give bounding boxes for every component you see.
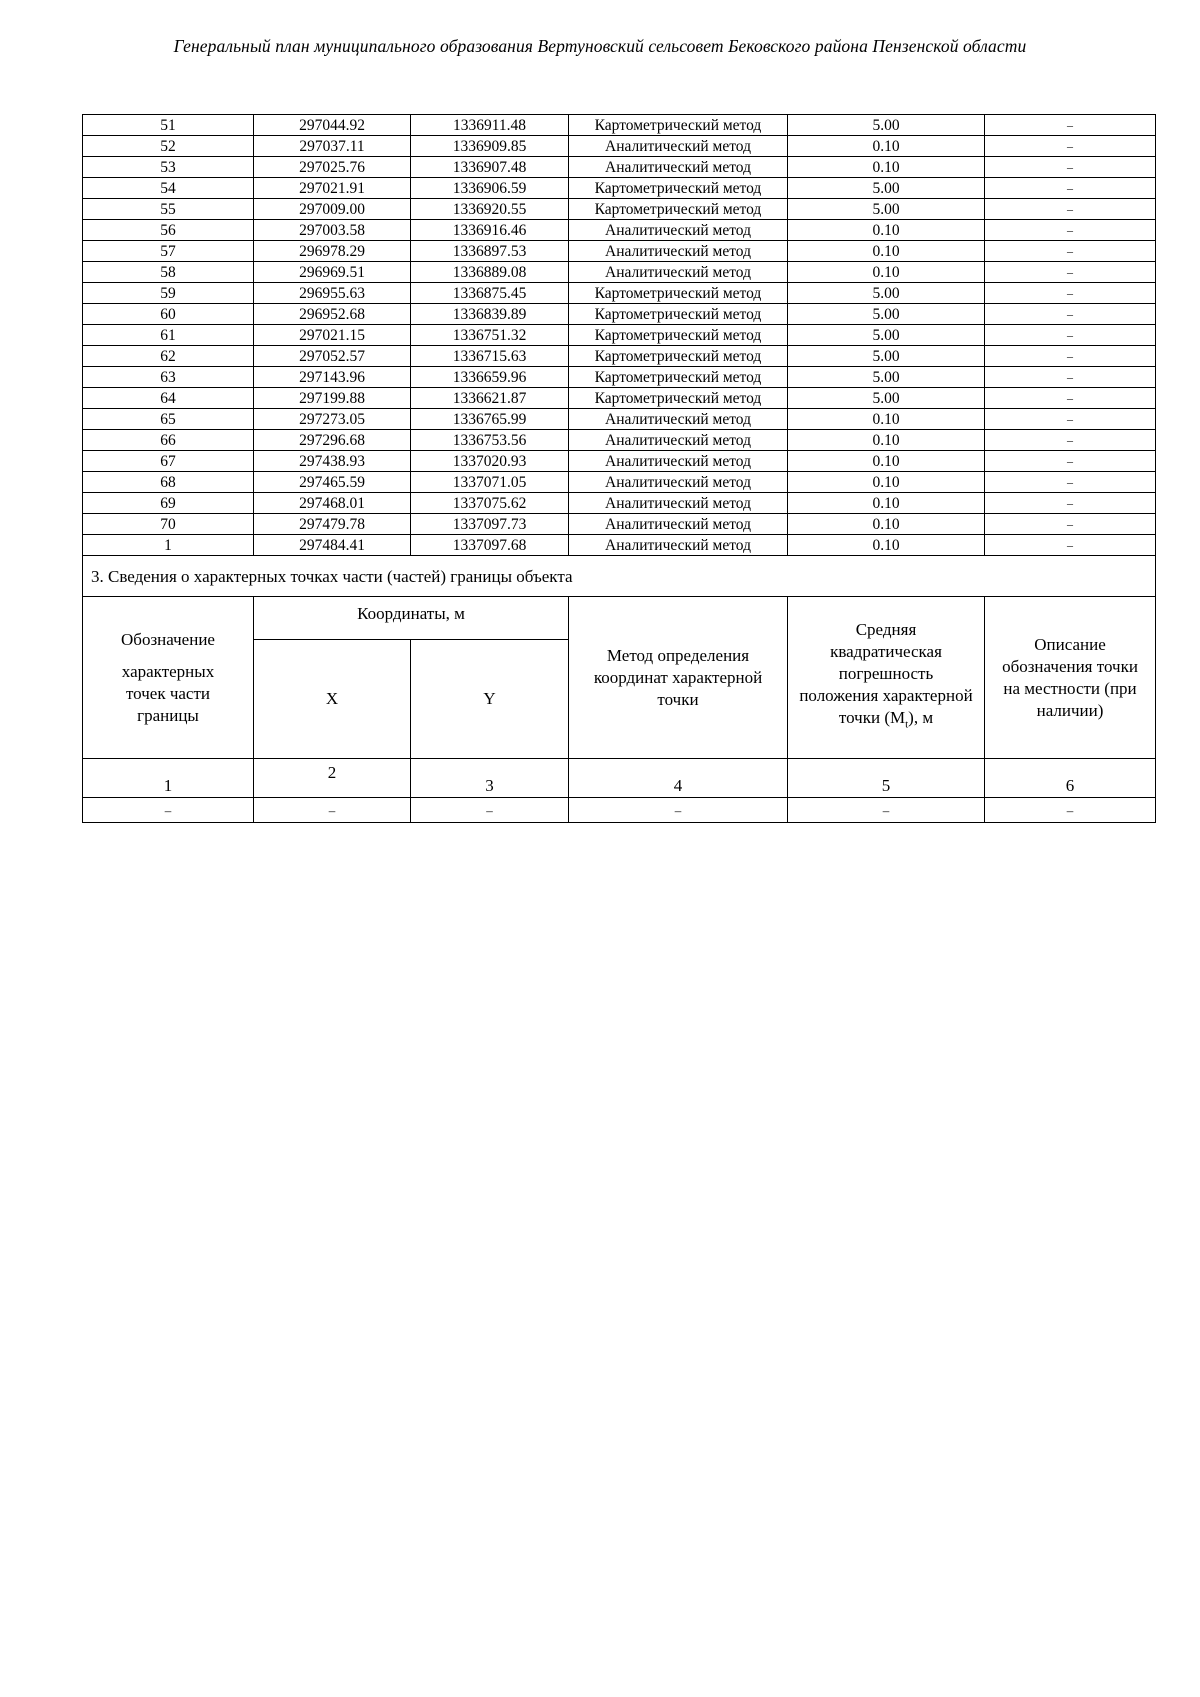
description-cell: –: [985, 430, 1156, 451]
point-number-cell: 53: [83, 157, 254, 178]
coord-y-cell: 1336715.63: [411, 346, 569, 367]
description-cell: –: [985, 472, 1156, 493]
error-cell: 0.10: [788, 514, 985, 535]
table-row: [83, 157, 1156, 178]
description-cell: –: [985, 220, 1156, 241]
header-error-main: Средняя квадратическая погрешность положения характерной точки (M: [799, 620, 973, 728]
error-cell: 0.10: [788, 262, 985, 283]
coord-y-cell: 1336839.89: [411, 304, 569, 325]
header-designation-line1: Обозначение: [121, 629, 215, 649]
header-description-text: Описание обозначения точки на местности (при наличии): [1002, 634, 1138, 720]
section-3-title: 3. Сведения о характерных точках части (частей) границы объекта: [83, 556, 1156, 597]
table-row: [83, 199, 1156, 220]
description-cell: –: [985, 199, 1156, 220]
header-error: [788, 597, 985, 759]
method-cell: Картометрический метод: [569, 304, 788, 325]
point-number-cell: 55: [83, 199, 254, 220]
table-row: [83, 136, 1156, 157]
error-cell: 0.10: [788, 220, 985, 241]
method-cell: Аналитический метод: [569, 220, 788, 241]
table-row: [83, 325, 1156, 346]
error-cell: 5.00: [788, 367, 985, 388]
column-number: 6: [985, 759, 1156, 798]
coord-x-cell: 297479.78: [254, 514, 411, 535]
coord-y-cell: 1337075.62: [411, 493, 569, 514]
method-cell: Аналитический метод: [569, 157, 788, 178]
point-number-cell: 51: [83, 115, 254, 136]
description-cell: –: [985, 514, 1156, 535]
coord-y-cell: 1337097.68: [411, 535, 569, 556]
coord-y-cell: 1337020.93: [411, 451, 569, 472]
method-cell: Картометрический метод: [569, 367, 788, 388]
coord-x-cell: 296969.51: [254, 262, 411, 283]
error-cell: 0.10: [788, 157, 985, 178]
column-number: 2: [254, 759, 411, 798]
method-cell: Аналитический метод: [569, 136, 788, 157]
method-cell: Картометрический метод: [569, 388, 788, 409]
method-cell: Аналитический метод: [569, 409, 788, 430]
table-row: [83, 535, 1156, 556]
error-cell: 5.00: [788, 325, 985, 346]
page-header-title: Генеральный план муниципального образования Вертуновский сельсовет Бековского района Пензенской области: [173, 36, 1027, 56]
coordinates-table: [82, 114, 1156, 823]
table-row: [83, 304, 1156, 325]
description-cell: –: [985, 157, 1156, 178]
empty-cell: –: [788, 798, 985, 823]
table-row: [83, 430, 1156, 451]
table-row: [83, 115, 1156, 136]
point-number-cell: 65: [83, 409, 254, 430]
coord-x-cell: 297438.93: [254, 451, 411, 472]
coordinates-rows: [83, 115, 1156, 556]
coord-x-cell: 297044.92: [254, 115, 411, 136]
coord-x-cell: 296952.68: [254, 304, 411, 325]
header-y: Y: [411, 640, 569, 759]
coord-x-cell: 296978.29: [254, 241, 411, 262]
point-number-cell: 1: [83, 535, 254, 556]
description-cell: –: [985, 535, 1156, 556]
description-cell: –: [985, 262, 1156, 283]
point-number-cell: 52: [83, 136, 254, 157]
point-number-cell: 58: [83, 262, 254, 283]
description-cell: –: [985, 178, 1156, 199]
method-cell: Аналитический метод: [569, 493, 788, 514]
description-cell: –: [985, 367, 1156, 388]
coord-y-cell: 1337097.73: [411, 514, 569, 535]
coord-y-cell: 1336920.55: [411, 199, 569, 220]
point-number-cell: 63: [83, 367, 254, 388]
method-cell: Аналитический метод: [569, 430, 788, 451]
table-row: [83, 283, 1156, 304]
coord-x-cell: 297009.00: [254, 199, 411, 220]
description-cell: –: [985, 388, 1156, 409]
coord-x-cell: 297021.15: [254, 325, 411, 346]
error-cell: 0.10: [788, 451, 985, 472]
method-cell: Аналитический метод: [569, 472, 788, 493]
table-row: [83, 220, 1156, 241]
table-row: [83, 451, 1156, 472]
column-number: 5: [788, 759, 985, 798]
empty-cell: –: [569, 798, 788, 823]
error-cell: 0.10: [788, 136, 985, 157]
header-method-text: Метод определения координат характерной точки: [593, 645, 763, 709]
method-cell: Картометрический метод: [569, 283, 788, 304]
table-row: [83, 409, 1156, 430]
error-cell: 5.00: [788, 199, 985, 220]
point-number-cell: 64: [83, 388, 254, 409]
point-number-cell: 59: [83, 283, 254, 304]
error-cell: 0.10: [788, 535, 985, 556]
table-row: [83, 241, 1156, 262]
error-cell: 0.10: [788, 472, 985, 493]
coord-x-cell: 297052.57: [254, 346, 411, 367]
table-row: [83, 388, 1156, 409]
description-cell: –: [985, 283, 1156, 304]
coord-y-cell: 1336659.96: [411, 367, 569, 388]
table-row: [83, 262, 1156, 283]
coord-y-cell: 1336753.56: [411, 430, 569, 451]
coord-x-cell: 297465.59: [254, 472, 411, 493]
empty-cell: –: [985, 798, 1156, 823]
coord-y-cell: 1336909.85: [411, 136, 569, 157]
error-cell: 0.10: [788, 430, 985, 451]
header-designation-line2: характерных точек части границы: [121, 661, 215, 725]
header-error-sub: t: [905, 718, 909, 731]
point-number-cell: 56: [83, 220, 254, 241]
empty-cell: –: [254, 798, 411, 823]
error-cell: 0.10: [788, 409, 985, 430]
method-cell: Аналитический метод: [569, 535, 788, 556]
coord-y-cell: 1336911.48: [411, 115, 569, 136]
header-coordinates: Координаты, м: [254, 597, 569, 640]
description-cell: –: [985, 409, 1156, 430]
header-error-tail: ), м: [908, 708, 934, 728]
error-cell: 5.00: [788, 346, 985, 367]
description-cell: –: [985, 493, 1156, 514]
point-number-cell: 61: [83, 325, 254, 346]
coord-x-cell: 297037.11: [254, 136, 411, 157]
point-number-cell: 69: [83, 493, 254, 514]
description-cell: –: [985, 325, 1156, 346]
error-cell: 5.00: [788, 304, 985, 325]
error-cell: 5.00: [788, 115, 985, 136]
description-cell: –: [985, 451, 1156, 472]
column-number: 3: [411, 759, 569, 798]
method-cell: Аналитический метод: [569, 514, 788, 535]
column-number: 4: [569, 759, 788, 798]
coord-y-cell: 1336875.45: [411, 283, 569, 304]
point-number-cell: 54: [83, 178, 254, 199]
coord-y-cell: 1336897.53: [411, 241, 569, 262]
coord-x-cell: 297021.91: [254, 178, 411, 199]
description-cell: –: [985, 115, 1156, 136]
method-cell: Картометрический метод: [569, 115, 788, 136]
coord-y-cell: 1336889.08: [411, 262, 569, 283]
description-cell: –: [985, 136, 1156, 157]
header-designation: [83, 597, 254, 759]
coord-x-cell: 296955.63: [254, 283, 411, 304]
method-cell: Картометрический метод: [569, 325, 788, 346]
coord-y-cell: 1336765.99: [411, 409, 569, 430]
description-cell: –: [985, 346, 1156, 367]
point-number-cell: 57: [83, 241, 254, 262]
coord-y-cell: 1336621.87: [411, 388, 569, 409]
header-description: [985, 597, 1156, 759]
coord-y-cell: 1336906.59: [411, 178, 569, 199]
header-method: [569, 597, 788, 759]
coord-x-cell: 297143.96: [254, 367, 411, 388]
point-number-cell: 66: [83, 430, 254, 451]
table-row: [83, 514, 1156, 535]
coord-x-cell: 297025.76: [254, 157, 411, 178]
point-number-cell: 70: [83, 514, 254, 535]
header-error-text: [788, 619, 984, 735]
coord-x-cell: 297199.88: [254, 388, 411, 409]
method-cell: Картометрический метод: [569, 199, 788, 220]
coord-y-cell: 1337071.05: [411, 472, 569, 493]
error-cell: 0.10: [788, 241, 985, 262]
error-cell: 5.00: [788, 388, 985, 409]
empty-cell: –: [83, 798, 254, 823]
error-cell: 5.00: [788, 178, 985, 199]
section-3: [83, 556, 1156, 823]
coord-x-cell: 297273.05: [254, 409, 411, 430]
error-cell: 5.00: [788, 283, 985, 304]
method-cell: Картометрический метод: [569, 178, 788, 199]
coord-y-cell: 1336907.48: [411, 157, 569, 178]
point-number-cell: 60: [83, 304, 254, 325]
coord-y-cell: 1336751.32: [411, 325, 569, 346]
error-cell: 0.10: [788, 493, 985, 514]
method-cell: Аналитический метод: [569, 241, 788, 262]
coord-x-cell: 297468.01: [254, 493, 411, 514]
coord-y-cell: 1336916.46: [411, 220, 569, 241]
table-row: [83, 493, 1156, 514]
coord-x-cell: 297484.41: [254, 535, 411, 556]
description-cell: –: [985, 304, 1156, 325]
method-cell: Аналитический метод: [569, 451, 788, 472]
empty-cell: –: [411, 798, 569, 823]
coord-x-cell: 297296.68: [254, 430, 411, 451]
coord-x-cell: 297003.58: [254, 220, 411, 241]
point-number-cell: 68: [83, 472, 254, 493]
header-x: X: [254, 640, 411, 759]
section-3-empty-row: [83, 798, 1156, 823]
description-cell: –: [985, 241, 1156, 262]
method-cell: Картометрический метод: [569, 346, 788, 367]
point-number-cell: 62: [83, 346, 254, 367]
method-cell: Аналитический метод: [569, 262, 788, 283]
point-number-cell: 67: [83, 451, 254, 472]
table-row: [83, 346, 1156, 367]
table-row: [83, 472, 1156, 493]
column-number: 1: [83, 759, 254, 798]
table-row: [83, 367, 1156, 388]
table-row: [83, 178, 1156, 199]
